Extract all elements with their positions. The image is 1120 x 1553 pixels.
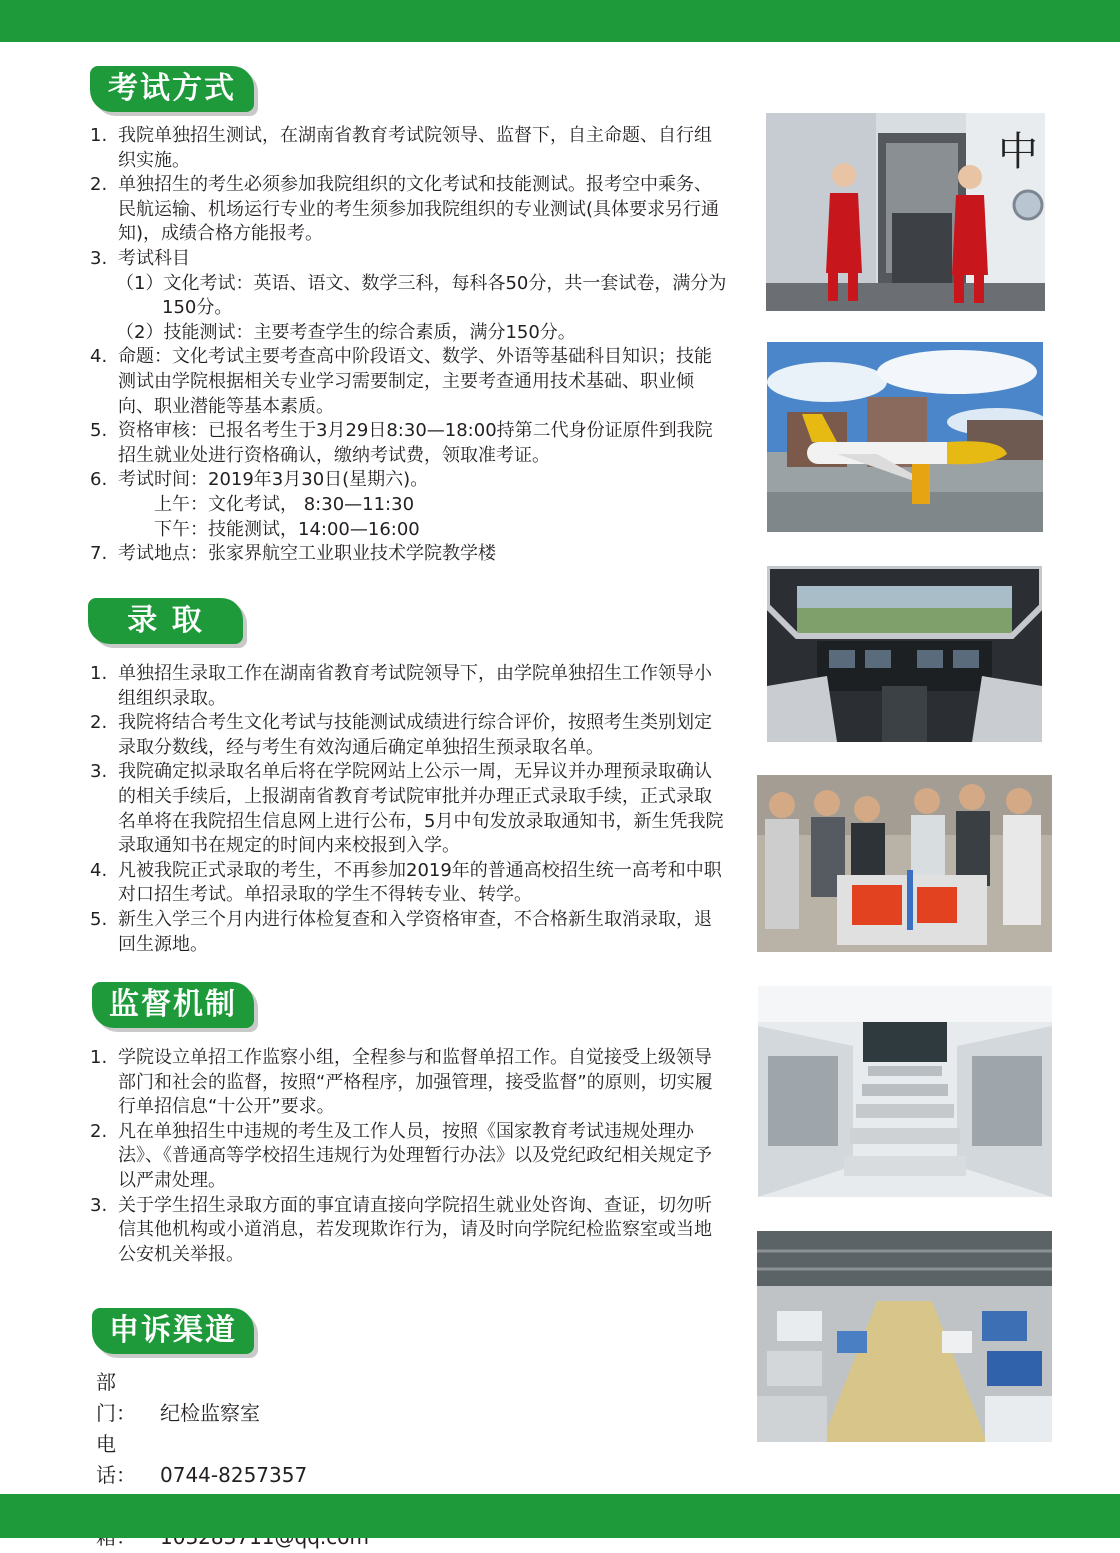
list-item: 1. 单独招生录取工作在湖南省教育考试院领导下，由学院单独招生工作领导小组组织录取。 bbox=[90, 663, 712, 709]
list-item: 4. 命题：文化考试主要考查高中阶段语文、数学、外语等基础科目知识；技能测试由学院根据相关专业学习需要制定，主要考查通用技术基础、职业倾向、职业潜能等基本素质。 bbox=[90, 346, 712, 417]
photo-airplane-campus bbox=[767, 342, 1043, 532]
contact-dept: 部 门： 纪检监察室 bbox=[96, 1370, 260, 1425]
top-green-band bbox=[0, 0, 1120, 42]
list-item: 6. 考试时间：2019年3月30日(星期六)。 bbox=[90, 469, 429, 491]
section-heading-admission: 录 取 bbox=[88, 598, 243, 644]
list-item: 3. 我院确定拟录取名单后将在学院网站上公示一周，无异议并办理预录取确认的相关手续后，上报湖南省教育考试院审批并办理正式录取手续，正式录取名单将在我院招生信息网上进行公布，5月中旬发放录取通知书，新生凭我院录取通知书在规定的时间内来校报到入学。 bbox=[90, 761, 724, 857]
exam-time-afternoon: 下午：技能测试，14:00—16:00 bbox=[154, 518, 420, 540]
photo-classroom bbox=[758, 986, 1052, 1197]
section-heading-appeal: 申诉渠道 bbox=[92, 1308, 254, 1354]
list-item: 5. 资格审核：已报名考生于3月29日8:30—18:00持第二代身份证原件到我院招生就业处进行资格确认，缴纳考试费，领取准考证。 bbox=[90, 420, 713, 466]
cabin-sign: 中 bbox=[998, 129, 1038, 175]
bottom-green-band bbox=[0, 1494, 1120, 1538]
subject-item: （2）技能测试：主要考查学生的综合素质，满分150分。 bbox=[116, 321, 576, 343]
exam-list bbox=[88, 124, 728, 567]
list-item: 3. 考试科目 bbox=[90, 247, 190, 269]
list-item: 5. 新生入学三个月内进行体检复查和入学资格审查，不合格新生取消录取，退回生源地。 bbox=[90, 908, 712, 955]
list-item: 1. 学院设立单招工作监察小组，全程参与和监督单招工作。自觉接受上级领导部门和社会的监督，按照“严格程序，加强管理，接受监督”的原则，切实履行单招信息“十公开”要求。 bbox=[90, 1047, 713, 1118]
list-item: 3. 关于学生招生录取方面的事宜请直接向学院招生就业处咨询、查证，切勿听信其他机构或小道消息，若发现欺诈行为，请及时向学院纪检监察室或当地公安机关举报。 bbox=[90, 1194, 712, 1265]
admission-list bbox=[88, 662, 728, 957]
subject-item: （1）文化考试：英语、语文、数学三科，每科各50分，共一套试卷，满分为150分。 bbox=[116, 272, 727, 319]
list-item: 4. 凡被我院正式录取的考生，不再参加2019年的普通高校招生统一高考和中职对口招生考试。单招录取的学生不得转专业、转学。 bbox=[90, 859, 722, 906]
supervision-list bbox=[88, 1046, 728, 1267]
photo-students-lab bbox=[757, 775, 1052, 952]
contact-phone: 电 话： 0744-8257357 bbox=[96, 1432, 308, 1487]
section-heading-exam: 考试方式 bbox=[90, 66, 254, 112]
section-heading-supervision: 监督机制 bbox=[92, 982, 254, 1028]
photo-flight-attendants bbox=[766, 113, 1045, 311]
list-item: 2. 单独招生的考生必须参加我院组织的文化考试和技能测试。报考空中乘务、民航运输、机场运行专业的考生须参加我院组织的专业测试(具体要求另行通知)，成绩合格方能报考。 bbox=[90, 174, 720, 245]
exam-time-morning: 上午：文化考试， 8:30—11:30 bbox=[154, 493, 415, 515]
list-item: 2. 我院将结合考生文化考试与技能测试成绩进行综合评价，按照考生类别划定录取分数线，经与考生有效沟通后确定单独招生预录取名单。 bbox=[90, 712, 712, 758]
list-item: 7. 考试地点：张家界航空工业职业技术学院教学楼 bbox=[90, 543, 496, 565]
photo-cockpit bbox=[767, 566, 1042, 742]
list-item: 1. 我院单独招生测试，在湖南省教育考试院领导、监督下，自主命题、自行组织实施。 bbox=[90, 125, 712, 171]
photo-workshop bbox=[757, 1231, 1052, 1442]
list-item: 2. 凡在单独招生中违规的考生及工作人员，按照《国家教育考试违规处理办法》、《普通高等学校招生违规行为处理暂行办法》以及党纪政纪相关规定予以严肃处理。 bbox=[90, 1120, 712, 1191]
